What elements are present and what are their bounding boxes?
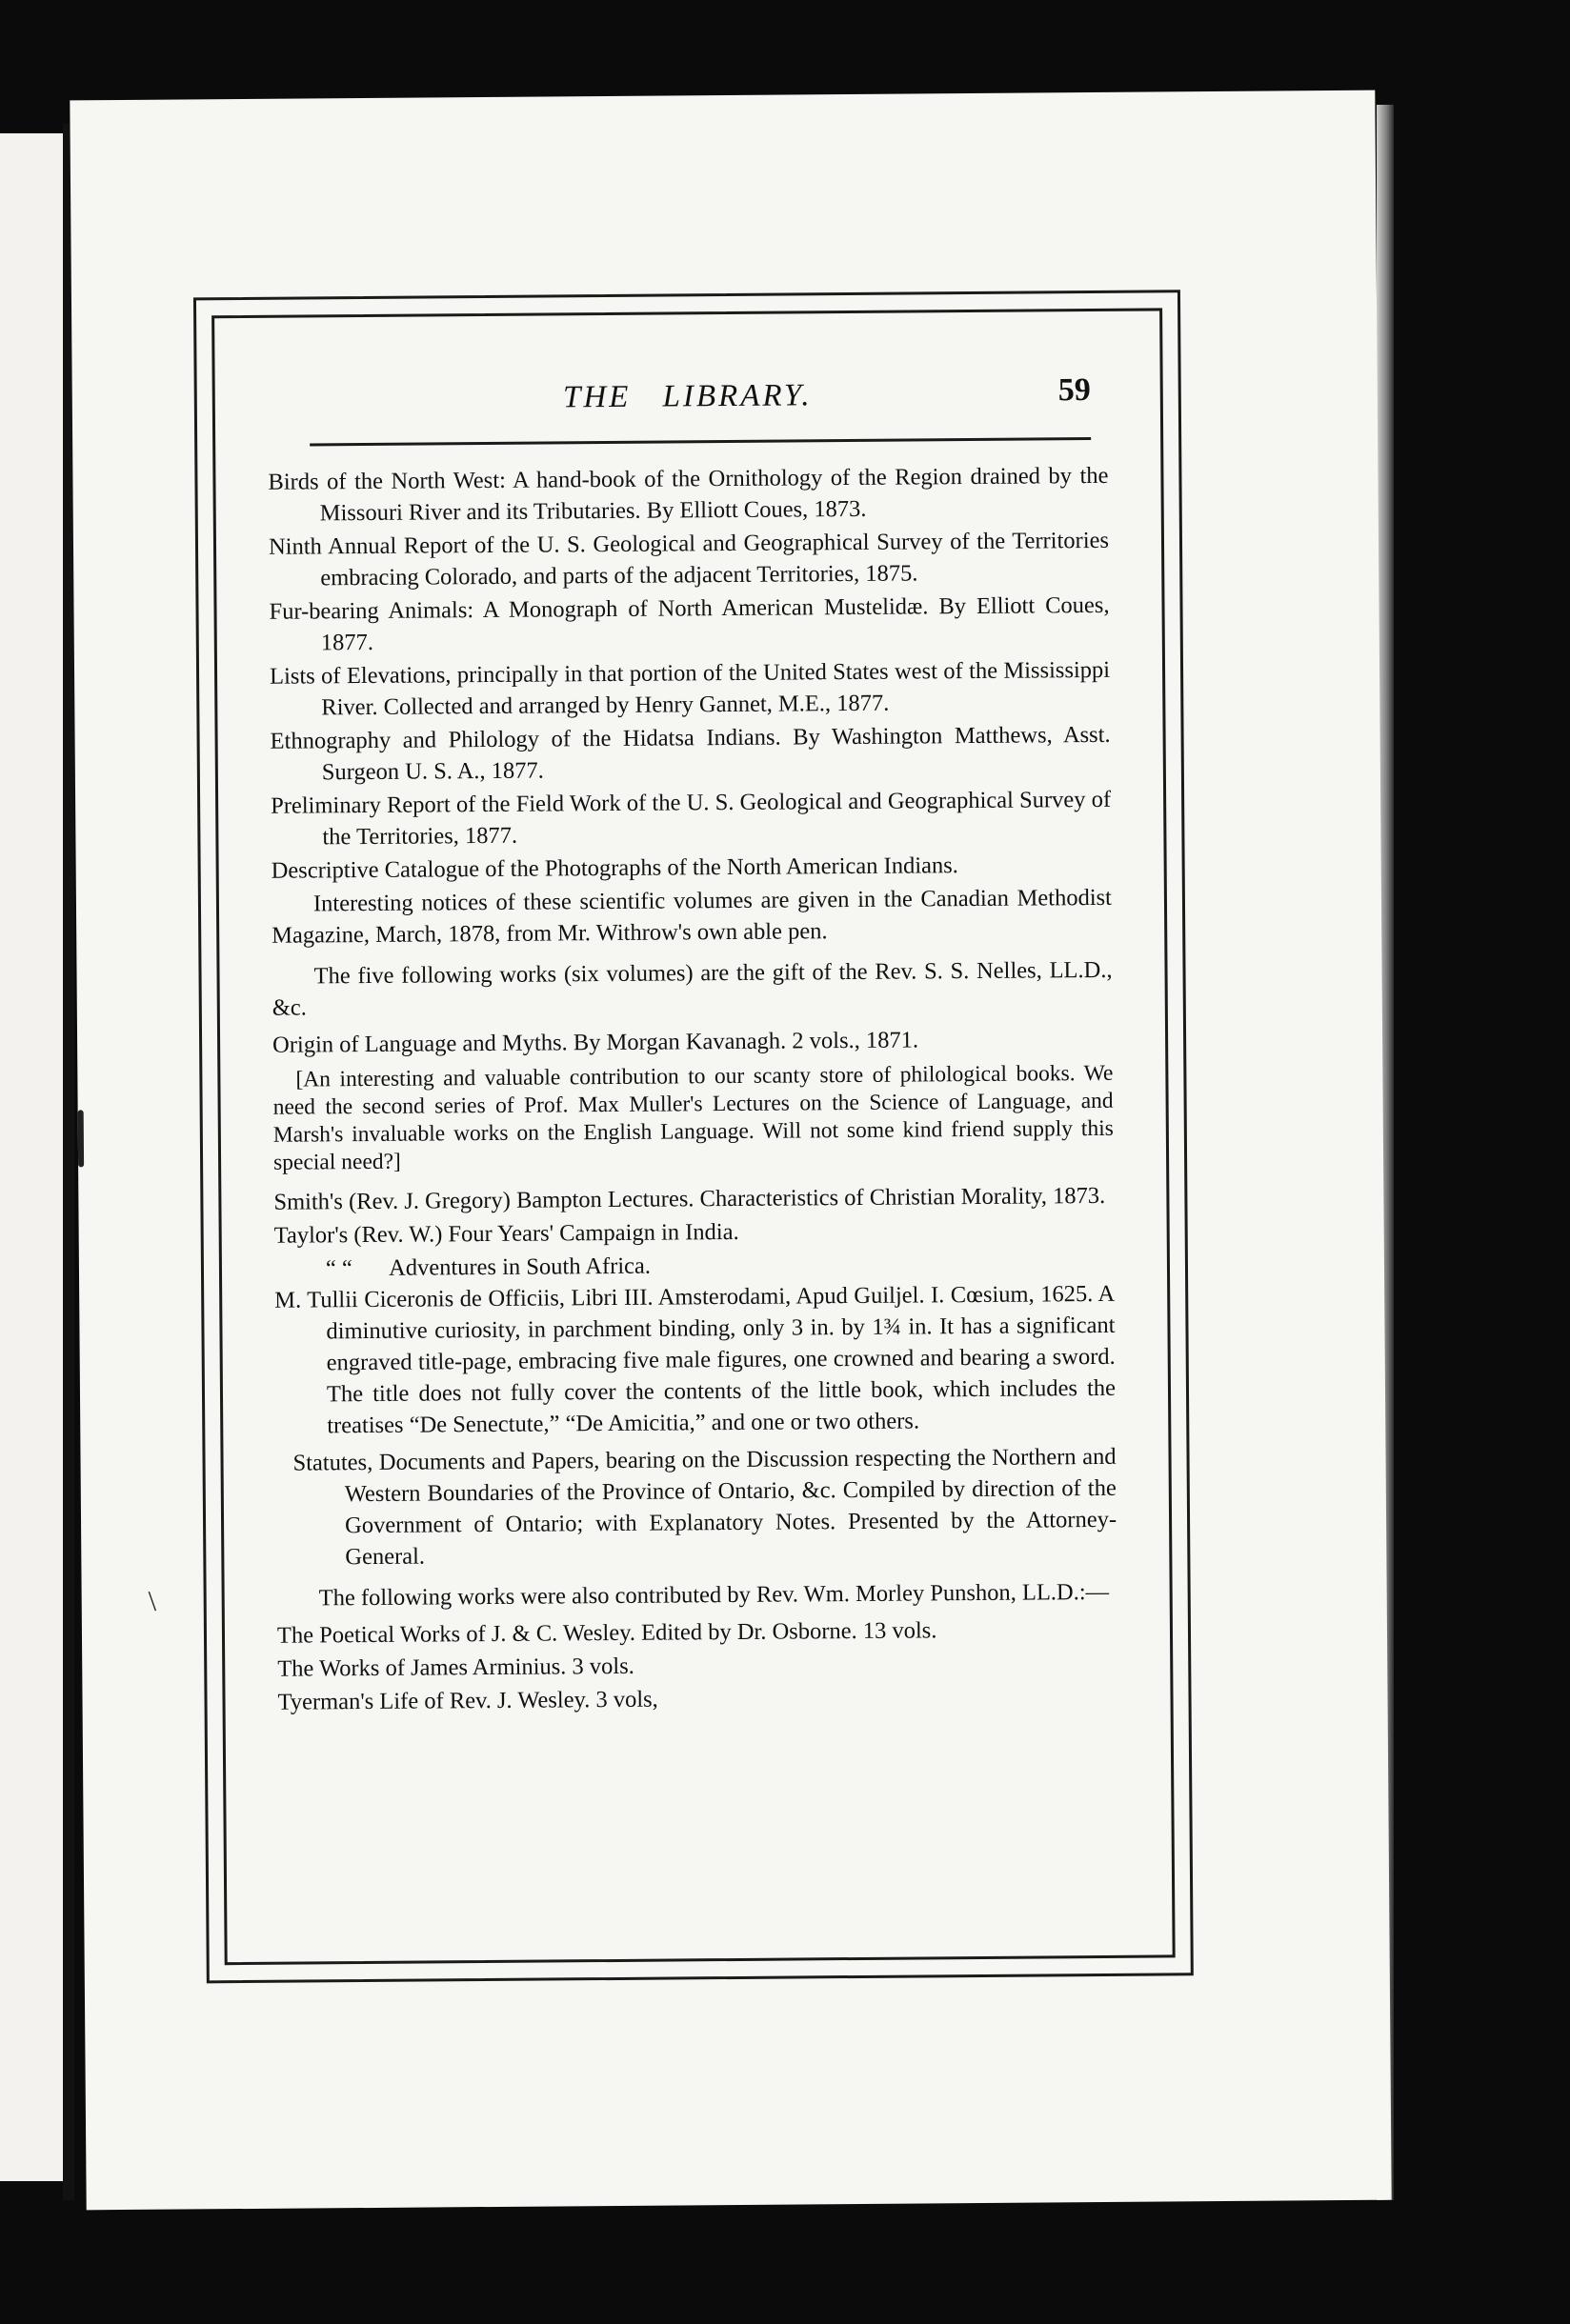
margin-tick-mark: \ — [148, 1585, 157, 1617]
running-title: THE LIBRARY. — [562, 378, 813, 415]
punshon-paragraph: The following works were also contributed by Rev. Wm. Morley Punshon, LL.D.:— — [318, 1578, 1110, 1612]
gift-paragraph: The five following works (six volumes) are the gift of the Rev. S. S. Nelles, LL.D., &c. — [272, 956, 1113, 1021]
header-rule — [310, 437, 1091, 446]
editorial-note: [An interesting and valuable contribution to our scanty store of philological books. We need the second series of Prof. Max Muller's Lectures on the Science of Language, and Marsh's invaluable works on the English Language. Will not some kind friend supply this special need?] — [272, 1060, 1114, 1175]
ditto-marks: “ “ — [325, 1255, 352, 1282]
catalogue-entry: Fur-bearing Animals: A Monograph of North American Mustelidæ. By Elliott Coues, 1877. — [269, 591, 1110, 656]
page-border-inner — [211, 308, 1176, 1965]
page-body — [268, 460, 1117, 1720]
catalogue-entry: Statutes, Documents and Papers, bearing on the Discussion respecting the Northern and Western Boundaries of the Province of Ontario, &c. Compiled by direction of the Government of Ontario; with Explanatory Notes. Presented by the Attorney-General. — [292, 1443, 1117, 1571]
catalogue-entry: Descriptive Catalogue of the Photographs of the North American Indians. — [271, 852, 958, 884]
ditto-title: Adventures in South Africa. — [388, 1252, 652, 1281]
notice-paragraph: Interesting notices of these scientific volumes are given in the Canadian Methodist Magazine, March, 1878, from Mr. Withrow's own able pen. — [272, 884, 1113, 949]
catalogue-entry: Birds of the North West: A hand-book of the Ornithology of the Region drained by the Missouri River and its Tributaries. By Elliott Coues, 1873. — [268, 462, 1109, 527]
catalogue-entry: Smith's (Rev. J. Gregory) Bampton Lectures. Characteristics of Christian Morality, 1873. — [273, 1182, 1106, 1215]
catalogue-entry: Ethnography and Philology of the Hidatsa Indians. By Washington Matthews, Asst. Surgeon U. S. A., 1877. — [270, 721, 1111, 786]
catalogue-entry: The Poetical Works of J. & C. Wesley. Edited by Dr. Osborne. 13 vols. — [276, 1617, 937, 1649]
catalogue-entry: The Works of James Arminius. 3 vols. — [277, 1653, 634, 1682]
catalogue-entry: Lists of Elevations, principally in that portion of the United States west of the Mississippi River. Collected and arranged by Henry Gannet, M.E., 1877. — [269, 656, 1111, 721]
catalogue-entry: Taylor's (Rev. W.) Four Years' Campaign in India. — [273, 1218, 739, 1249]
catalogue-entry: Preliminary Report of the Field Work of the U. S. Geological and Geographical Survey of the Territories, 1877. — [271, 786, 1112, 851]
page-crease-mark — [78, 1110, 84, 1167]
catalogue-entry: Origin of Language and Myths. By Morgan Kavanagh. 2 vols., 1871. — [272, 1027, 919, 1058]
catalogue-entry: Tyerman's Life of Rev. J. Wesley. 3 vols, — [277, 1686, 658, 1715]
catalogue-entry: M. Tullii Ciceronis de Officiis, Libri III. Amsterodami, Apud Guiljel. I. Cœsium, 1625. A diminutive curiosity, in parchment binding, only 3 in. by 1¾ in. It has a significant engraved title-page, embracing five male figures, one crowned and bearing a sword. The title does not fully cover the contents of the little book, which includes the treatises “De Senectute,” “De Amicitia,” and one or two others. — [274, 1280, 1117, 1439]
book-page — [70, 90, 1391, 2211]
page-header — [268, 369, 1108, 432]
page-number: 59 — [1057, 372, 1091, 409]
catalogue-entry: Ninth Annual Report of the U. S. Geological and Geographical Survey of the Territories embracing Colorado, and parts of the adjacent Territories, 1875. — [268, 527, 1110, 591]
page-border-outer — [193, 290, 1194, 1983]
